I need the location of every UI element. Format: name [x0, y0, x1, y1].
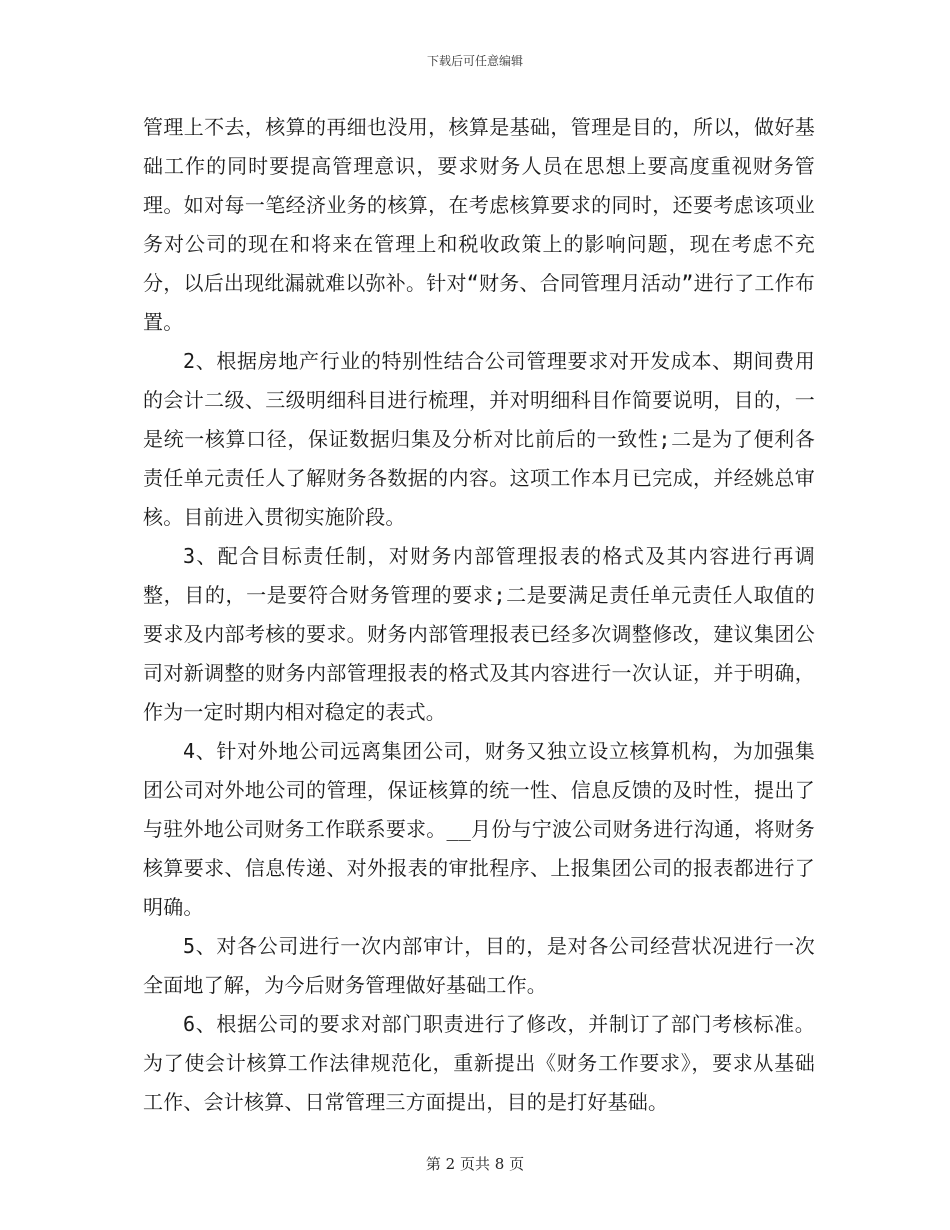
paragraph-2: 2、根据房地产行业的特别性结合公司管理要求对开发成本、期间费用的会计二级、三级明细科目进行梳理，并对明细科目作简要说明，目的，一是统一核算口径，保证数据归集及分析对比前后的一致性;二是为了便利各责任单元责任人了解财务各数据的内容。这项工作本月已完成，并经姚总审核。目前进入贯彻实施阶段。 — [143, 349, 815, 529]
page-header: 下载后可任意编辑 — [426, 54, 523, 68]
page-footer: 第 2 页共 8 页 — [425, 1155, 525, 1173]
paragraph-6: 6、根据公司的要求对部门职责进行了修改，并制订了部门考核标准。为了使会计核算工作法律规范化，重新提出《财务工作要求》，要求从基础工作、会计核算、日常管理三方面提出，目的是打好基础。 — [143, 1012, 815, 1114]
paragraph-5: 5、对各公司进行一次内部审计，目的，是对各公司经营状况进行一次全面地了解，为今后财务管理做好基础工作。 — [143, 934, 815, 997]
paragraph-1: 管理上不去，核算的再细也没用，核算是基础，管理是目的，所以，做好基础工作的同时要提高管理意识，要求财务人员在思想上要高度重视财务管理。如对每一笔经济业务的核算，在考虑核算要求的同时，还要考虑该项业务对公司的现在和将来在管理上和税收政策上的影响问题，现在考虑不充分，以后出现纰漏就难以弥补。针对“财务、合同管理月活动”进行了工作布置。 — [143, 115, 815, 334]
paragraph-4: 4、针对外地公司远离集团公司，财务又独立设立核算机构，为加强集团公司对外地公司的管理，保证核算的统一性、信息反馈的及时性，提出了与驻外地公司财务工作联系要求。__月份与宁波公司财务进行沟通，将财务核算要求、信息传递、对外报表的审批程序、上报集团公司的报表都进行了明确。 — [143, 739, 815, 919]
paragraph-3: 3、配合目标责任制，对财务内部管理报表的格式及其内容进行再调整，目的，一是要符合财务管理的要求;二是要满足责任单元责任人取值的要求及内部考核的要求。财务内部管理报表已经多次调整修改，建议集团公司对新调整的财务内部管理报表的格式及其内容进行一次认证，并于明确，作为一定时期内相对稳定的表式。 — [143, 544, 815, 724]
document-body — [143, 108, 815, 1122]
